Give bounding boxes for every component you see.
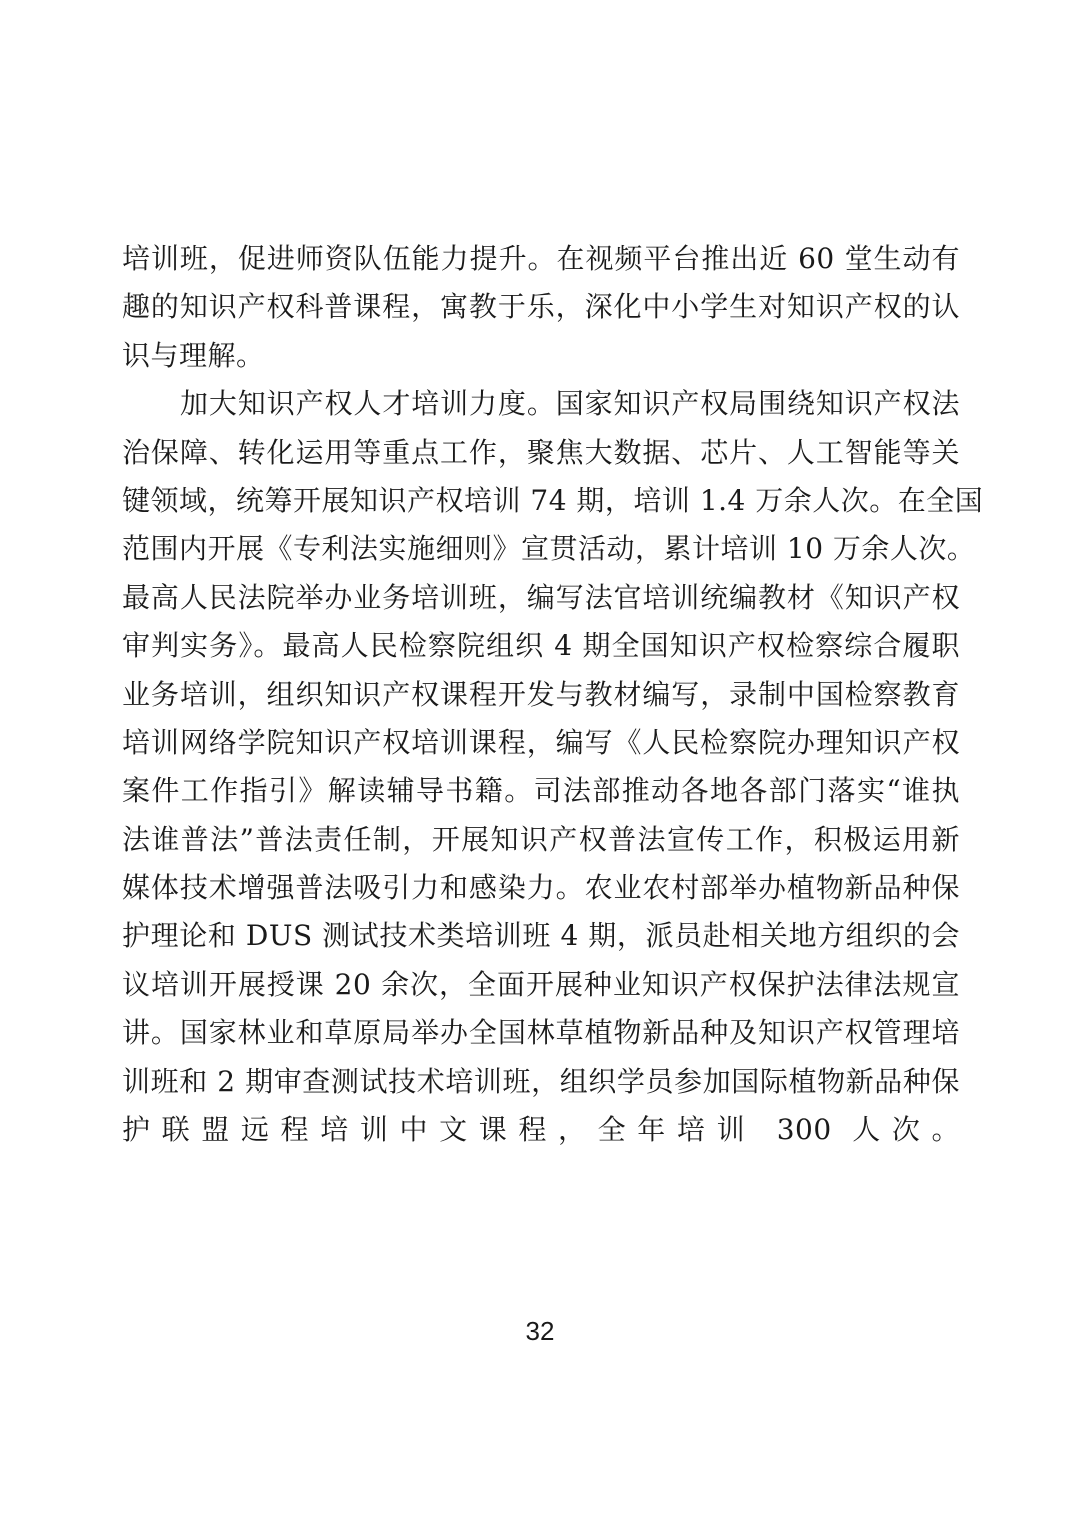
text-line: 最高人民法院举办业务培训班，编写法官培训统编教材《知识产权	[122, 580, 960, 614]
page-number: 32	[525, 1316, 555, 1346]
text-line: 范围内开展《专利法实施细则》宣贯活动，累计培训 10 万余人次。	[122, 532, 976, 566]
text-line: 趣的知识产权科普课程，寓教于乐，深化中小学生对知识产权的认	[122, 290, 960, 324]
text-line: 法谁普法”普法责任制，开展知识产权普法宣传工作，积极运用新	[122, 822, 960, 856]
text-line: 议培训开展授课 20 余次，全面开展种业知识产权保护法律法规宣	[122, 967, 960, 1001]
body-text	[122, 235, 984, 1251]
text-line: 讲。国家林业和草原局举办全国林草植物新品种及知识产权管理培	[122, 1016, 960, 1050]
text-line: 培训班，促进师资队伍能力提升。在视频平台推出近 60 堂生动有	[122, 242, 960, 275]
text-line: 业务培训，组织知识产权课程开发与教材编写，录制中国检察教育	[122, 677, 960, 711]
text-line: 训班和 2 期审查测试技术培训班，组织学员参加国际植物新品种保	[122, 1064, 960, 1098]
text-line: 护联盟远程培训中文课程，全年培训 300 人次。	[122, 1113, 960, 1147]
text-line: 治保障、转化运用等重点工作，聚焦大数据、芯片、人工智能等关	[122, 435, 960, 469]
text-line: 护理论和 DUS 测试技术类培训班 4 期，派员赴相关地方组织的会	[122, 919, 960, 953]
text-line	[122, 1154, 960, 1202]
text-line	[122, 1203, 960, 1251]
text-line: 案件工作指引》解读辅导书籍。司法部推动各地各部门落实“谁执	[122, 774, 960, 808]
text-line: 培训网络学院知识产权培训课程，编写《人民检察院办理知识产权	[122, 725, 960, 759]
text-line: 识与理解。	[122, 338, 265, 372]
text-line: 媒体技术增强普法吸引力和感染力。农业农村部举办植物新品种保	[122, 871, 960, 905]
paragraph-1	[122, 235, 960, 380]
text-line: 键领域，统筹开展知识产权培训 74 期，培训 1.4 万余人次。在全国	[122, 483, 984, 517]
text-line: 审判实务》。最高人民检察院组织 4 期全国知识产权检察综合履职	[122, 629, 960, 663]
paragraph-2	[122, 380, 984, 1251]
text-line: 加大知识产权人才培训力度。国家知识产权局围绕知识产权法	[180, 387, 960, 421]
